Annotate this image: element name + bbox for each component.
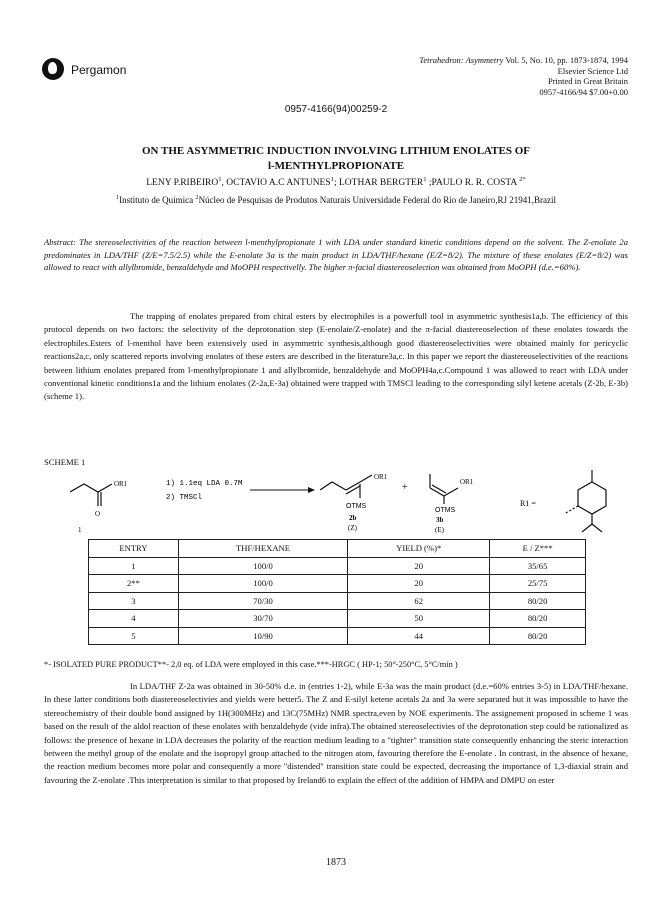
author-affil-mark: 1	[423, 175, 427, 183]
svg-text:O: O	[95, 510, 101, 518]
author-affil-mark: 1	[218, 175, 222, 183]
author-name: OCTAVIO A.C ANTUNES	[226, 178, 331, 188]
affil-mark-1: 1	[116, 194, 120, 201]
compound-3b-label: 3b	[436, 516, 444, 524]
table-cell: 80/20	[490, 627, 586, 645]
column-header: THF/HEXANE	[178, 540, 347, 558]
table-cell: 10/90	[178, 627, 347, 645]
body-paragraph-2: In LDA/THF Z-2a was obtained in 30-50% d.e. in (entries 1-2), while E-3a was the main product (d.e.=60% entries 3-5) in LDA/THF/hexane. In these latter conditions both diastereoselectivies and yields were better5. The Z and E-silyl ketene acetals 2a and 3a were separated but it was impossible to have the stereochemistry of their double bond assigned by 1H(300MHz) and 13C(75MHz) NMR spectra,even by NOE experiments. The assignement proposed in scheme 1 was based on the result of the aldol reaction of these enolates with benzaldehyde (vide infra).The obtained stereoselectivies of the deprotonation step could be rationalized as follows: the presence of hexane in LDA decreases the polarity of the reaction medium leading to a "tighter" transition state consequently enhancing the steric interaction between the methyl group of the enolate and the isopropyl group attached to the nitrogen atom, favouring therefore the E-enolate . In contrast, in the absence of hexane, the reaction medium becomes more polar and consequently a more "distended" transition state could be expected, decreasing the importance of 1,3-diaxial strain and favouring the Z-enolate .This interpretation is similar to that proposed by Ireland6 to explain the effect of the addition of HMPA and DMPU on ester	[44, 681, 628, 785]
affiliations	[50, 195, 622, 205]
column-header: YIELD (%)*	[348, 540, 490, 558]
r1-definition: R1 =	[520, 499, 536, 508]
table-cell: 70/30	[178, 592, 347, 610]
table-cell: 5	[89, 627, 179, 645]
or1-label-1: OR1	[114, 480, 128, 488]
table-row	[89, 557, 586, 575]
author-name: LOTHAR BERGTER	[339, 178, 424, 188]
author-separator: ;	[426, 178, 432, 188]
arrow-head-icon	[308, 487, 315, 493]
author-name: PAULO R. R. COSTA	[431, 178, 520, 188]
table-cell: 100/0	[178, 557, 347, 575]
table-header-row	[89, 540, 586, 558]
otms-label-2b: OTMS	[346, 503, 367, 510]
affiliation-2: Núcleo de Pesquisas de Produtos Naturais Universidade Federal do Rio de Janeiro,RJ 21941,Brazil	[198, 195, 556, 205]
author-name: LENY P.RIBEIRO	[146, 178, 219, 188]
table-row	[89, 575, 586, 593]
scheme-label: SCHEME 1	[44, 457, 86, 467]
table-row	[89, 627, 586, 645]
table-cell: 44	[348, 627, 490, 645]
table-cell: 62	[348, 592, 490, 610]
compound-2b-config: (Z)	[348, 524, 357, 532]
article-title	[50, 144, 622, 174]
journal-title: Tetrahedron: Asymmetry	[419, 55, 504, 65]
column-header: E / Z***	[490, 540, 586, 558]
journal-volume: Vol. 5, No. 10, pp. 1873-1874, 1994	[503, 55, 628, 65]
publisher-name: Pergamon	[71, 63, 127, 77]
journal-line-2: Elsevier Science Ltd	[557, 65, 628, 76]
page-number: 1873	[326, 857, 346, 868]
table-cell: 3	[89, 592, 179, 610]
table-row	[89, 592, 586, 610]
step-1-reagent: 1) 1.1eq LDA 0.7M	[166, 480, 243, 488]
reaction-scheme	[70, 470, 650, 536]
title-line-2: l-MENTHYLPROPIONATE	[267, 160, 405, 172]
plus-sign: +	[402, 482, 408, 493]
compound-3b-structure	[430, 474, 458, 504]
affiliation-1: Instituto de Química	[119, 195, 196, 205]
menthyl-structure	[564, 470, 606, 532]
table-cell: 20	[348, 575, 490, 593]
journal-info	[419, 55, 628, 97]
step-2-reagent: 2) TMSCl	[166, 494, 203, 502]
table-cell: 1	[89, 557, 179, 575]
author-separator: ;	[333, 178, 339, 188]
compound-1-label: 1	[78, 526, 82, 534]
table-cell: 100/0	[178, 575, 347, 593]
table-cell: 35/65	[490, 557, 586, 575]
abstract: Abstract: The stereoselectivities of the reaction between l-menthylpropionate 1 with LDA under standard kinetic conditions depend on the solvent. The Z-enolate 2a predominates in LDA/THF (Z/E=7.5/2.5) while the E-enolate 3a is the main product in LDA/THF/hexane (E/Z=8/2). The mixture of these enolates (E/Z=8/2) was allowed to react with allylbromide, benzaldehyde and MoOPH respectivelly. The higher π-facial diastereoselection was obtained from MoOPH (d.e.=60%).	[44, 237, 628, 272]
table-cell: 25/75	[490, 575, 586, 593]
table-cell: 30/70	[178, 610, 347, 628]
table-cell: 4	[89, 610, 179, 628]
compound-1-structure	[70, 484, 112, 506]
results-table	[88, 539, 586, 645]
table-cell: 20	[348, 557, 490, 575]
author-separator: ,	[221, 178, 227, 188]
table-row	[89, 610, 586, 628]
author-list	[50, 175, 622, 188]
table-footnote: *- ISOLATED PURE PRODUCT**- 2,0 eq. of LDA were employed in this case.***-HRGC ( HP-1; 50°-250°C, 5°C/min )	[44, 660, 458, 669]
journal-line-3: Printed in Great Britain	[547, 76, 628, 86]
column-header: ENTRY	[89, 540, 179, 558]
otms-label-3b: OTMS	[435, 507, 456, 514]
or1-label-3: OR1	[460, 478, 474, 486]
body-paragraph-1: The trapping of enolates prepared from chiral esters by electrophiles is a powerfull tool in asymmetric synthesis1a,b. The efficiency of this protocol depends on two factors: the selectivity of the deprotonation step (E-enolate/Z-enolate) and the π-facial diastereoselection of these enolates towards the electrophiles.Esters of l-menthol have been extensively used in asymmetric synthesis,although good diastereoselectivities were obtained mainly for pericyclic reactions2a,c, only scattered reports involving enolates of these esters are described in the literature3a,c. In this paper we report the diastereoselectivities of the reactions between lithium enolates prepared from l-menthylpropionate 1 and allylbromide, benzaldehyde and MoOPH4a,c.Compound 1 was allowed to react with LDA under conventional kinetic conditions1a and the lithium enolates (Z-2a,E-3a) obtained were trapped with TMSCl leading to the corresponding silyl ketene acetals (Z-2b, E-3b) (scheme 1).	[44, 311, 628, 402]
table-cell: 50	[348, 610, 490, 628]
compound-2b-structure	[320, 475, 372, 498]
table-cell: 80/20	[490, 592, 586, 610]
compound-2b-label: 2b	[349, 514, 357, 522]
results-table-grid	[88, 539, 586, 645]
doi: 0957-4166(94)00259-2	[284, 104, 388, 115]
publisher-logo-icon	[42, 58, 64, 80]
journal-line-4: 0957-4166/94 $7.00+0.00	[539, 86, 628, 97]
title-line-1: ON THE ASYMMETRIC INDUCTION INVOLVING LITHIUM ENOLATES OF	[141, 145, 530, 157]
author-affil-mark: 1	[330, 175, 334, 183]
affil-mark-2: 2	[195, 194, 199, 201]
or1-label-2: OR1	[374, 473, 388, 481]
author-affil-mark: 2*	[519, 175, 526, 183]
table-cell: 80/20	[490, 610, 586, 628]
compound-3b-config: (E)	[435, 526, 444, 534]
table-cell: 2**	[89, 575, 179, 593]
